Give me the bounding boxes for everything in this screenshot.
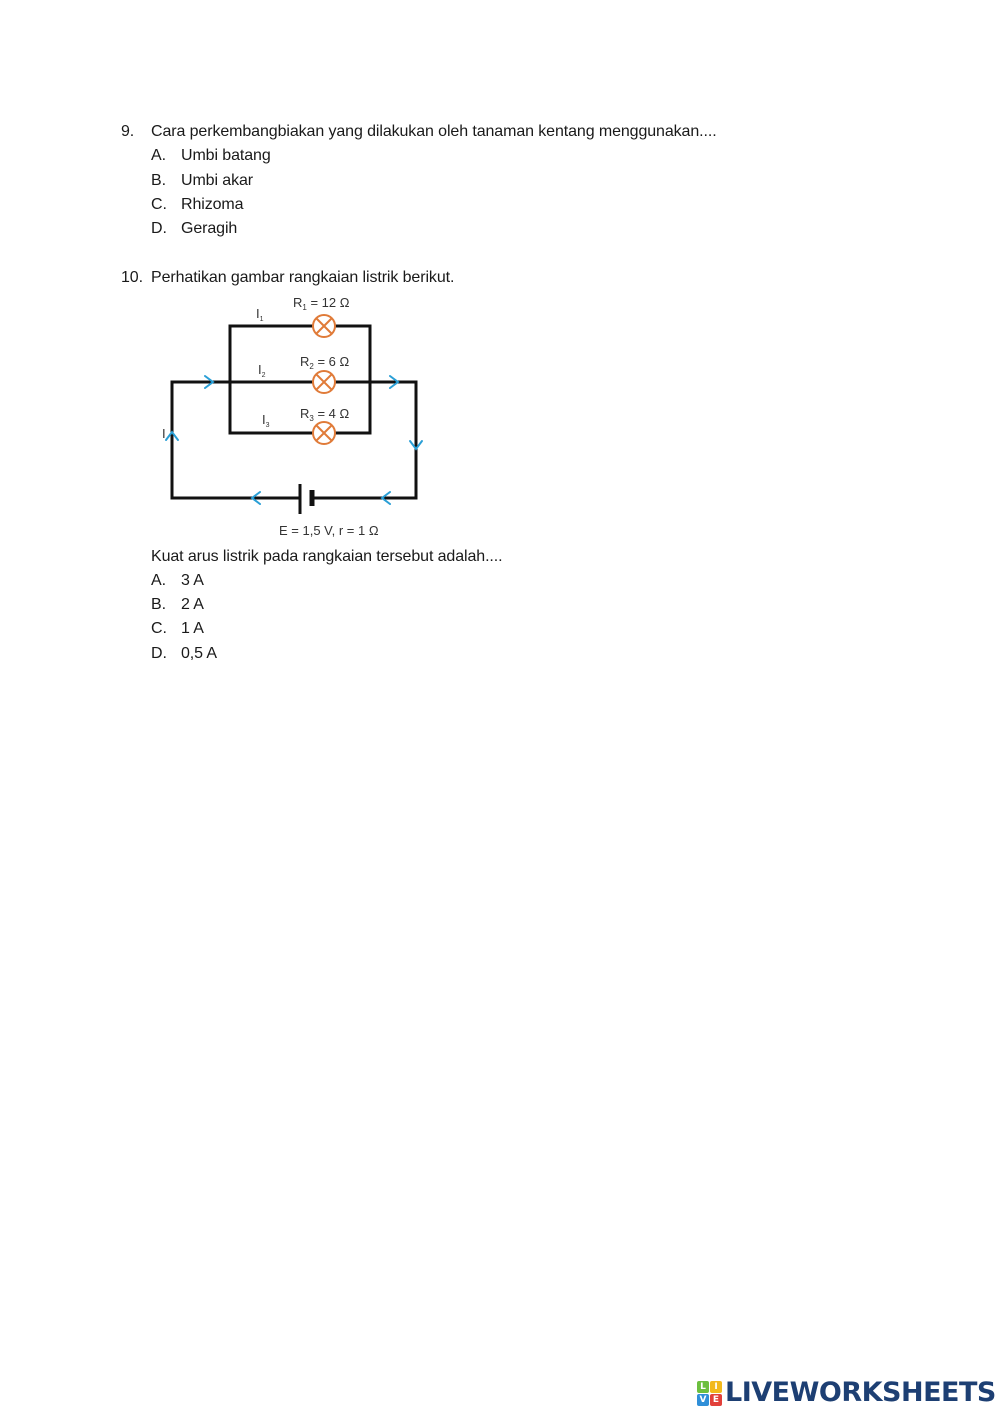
lamp-r2-icon	[313, 371, 335, 393]
option-letter: A.	[151, 572, 166, 589]
lamp-icons	[313, 315, 335, 444]
main-current-label: I	[162, 426, 166, 441]
r2-label: $R_2 = 6$ Ω	[300, 354, 350, 371]
option-text: 3 A	[181, 572, 204, 589]
option-text: Umbi batang	[181, 147, 271, 164]
option-letter: D.	[151, 220, 167, 237]
i2-label: $I_2$	[258, 362, 266, 379]
logo-text: LIVEWORKSHEETS	[725, 1377, 996, 1408]
logo-block-i: I	[710, 1381, 722, 1393]
option-text: 0,5 A	[181, 645, 217, 662]
lamp-r3-icon	[313, 422, 335, 444]
option-text: 1 A	[181, 620, 204, 637]
question-number: 9.	[121, 123, 135, 140]
option-letter: A.	[151, 147, 166, 164]
option-letter: B.	[151, 172, 166, 189]
i1-label: $I_1$	[256, 306, 264, 323]
question-text: Cara perkembangbiakan yang dilakukan oleh tanaman kentang menggunakan....	[151, 123, 717, 140]
question-text: Perhatikan gambar rangkaian listrik berikut.	[151, 269, 455, 286]
circuit-labels	[162, 295, 379, 538]
circuit-wires	[172, 326, 416, 498]
option-letter: C.	[151, 620, 167, 637]
current-arrows	[166, 376, 422, 504]
option-text: 2 A	[181, 596, 204, 613]
option-text: Geragih	[181, 220, 238, 237]
circuit-diagram	[150, 288, 440, 543]
question-prompt: Kuat arus listrik pada rangkaian tersebut adalah....	[151, 548, 503, 565]
logo-block-v: V	[697, 1394, 709, 1406]
logo-block-l: L	[697, 1381, 709, 1393]
option-letter: C.	[151, 196, 167, 213]
i3-label: $I_3$	[262, 412, 270, 429]
option-letter: B.	[151, 596, 166, 613]
r3-label: $R_3 = 4$ Ω	[300, 406, 350, 423]
lamp-r1-icon	[313, 315, 335, 337]
option-text: Umbi akar	[181, 172, 254, 189]
question-number: 10.	[121, 269, 143, 286]
r1-label: $R_1 = 12$ Ω	[293, 295, 350, 312]
logo-blocks-icon	[697, 1381, 722, 1406]
source-label: E = 1,5 V, r = 1 Ω	[279, 523, 379, 538]
logo-block-e: E	[710, 1394, 722, 1406]
option-letter: D.	[151, 645, 167, 662]
option-text: Rhizoma	[181, 196, 244, 213]
battery-icon	[300, 484, 312, 514]
liveworksheets-logo	[697, 1378, 996, 1408]
